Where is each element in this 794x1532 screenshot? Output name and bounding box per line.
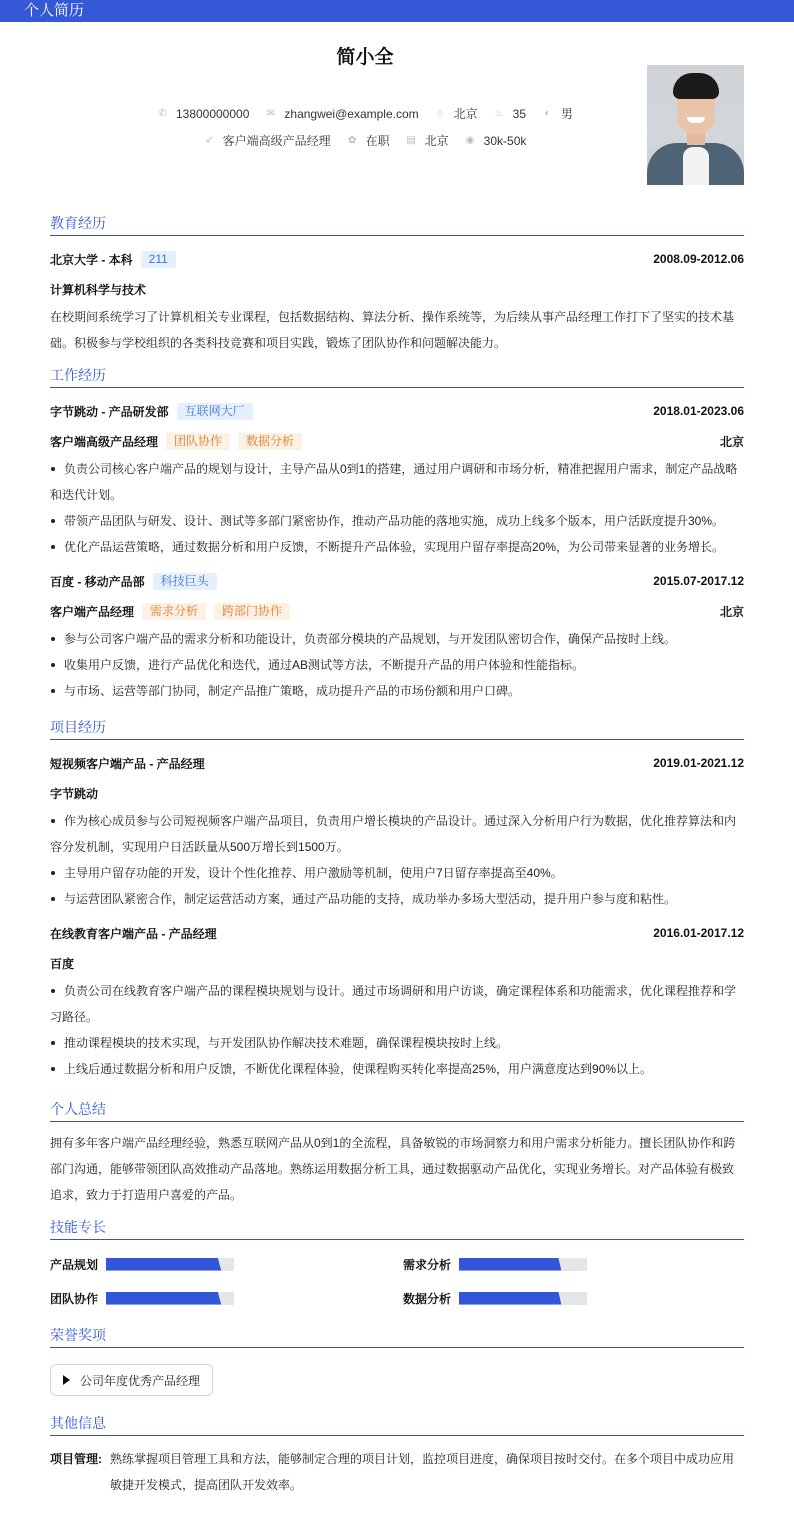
age-text: 35	[512, 106, 527, 121]
skill-bar	[106, 1258, 234, 1271]
info-email	[265, 107, 418, 121]
project-bullets	[50, 808, 744, 912]
project-header	[50, 754, 744, 772]
info-age	[494, 107, 526, 121]
education-entry-header	[50, 250, 744, 268]
city-text: 北京	[424, 134, 449, 148]
summary-section	[50, 1100, 744, 1208]
skill-bar	[459, 1258, 587, 1271]
resume-page	[0, 22, 794, 1518]
app-title: 个人简历	[24, 2, 85, 19]
work-entry	[50, 572, 744, 704]
project-name: 在线教育客户端产品 - 产品经理	[50, 926, 217, 941]
skill-item	[403, 1288, 756, 1308]
work-location: 北京	[719, 434, 744, 449]
info-position	[204, 132, 331, 149]
bullet-item: 优化产品运营策略，通过数据分析和用户反馈，不断提升产品体验，实现用户留存率提高20%，为公司带来显著的业务增长。	[50, 534, 744, 560]
work-date: 2015.07-2017.12	[653, 574, 744, 588]
bullet-item: 参与公司客户端产品的需求分析和功能设计，负责部分模块的产品规划，与开发团队密切合作，确保产品按时上线。	[50, 626, 744, 652]
section-title-education: 教育经历	[50, 214, 744, 236]
project-company: 百度	[50, 956, 75, 971]
bullet-item: 带领产品团队与研发、设计、测试等多部门紧密协作，推动产品功能的落地实施，成功上线多个版本，用户活跃度提升30%。	[50, 508, 744, 534]
candidate-name: 简小全	[336, 47, 394, 68]
project-company: 字节跳动	[50, 786, 99, 801]
work-date: 2018.01-2023.06	[653, 404, 744, 418]
home-text: 北京	[453, 107, 478, 121]
project-header	[50, 924, 744, 942]
home-icon: ⌂	[437, 108, 444, 119]
work-bullets	[50, 456, 744, 560]
work-location: 北京	[719, 604, 744, 619]
education-date: 2008.09-2012.06	[653, 252, 744, 266]
info-status	[347, 132, 390, 149]
top-bar	[0, 0, 794, 22]
profile-photo	[647, 65, 744, 185]
section-title-summary: 个人总结	[50, 1100, 744, 1122]
project-name: 短视频客户端产品 - 产品经理	[50, 756, 205, 771]
skill-label: 数据分析	[403, 1291, 452, 1306]
phone-icon: ✆	[158, 108, 167, 119]
work-bullets	[50, 626, 744, 704]
award-label: 公司年度优秀产品经理	[80, 1373, 201, 1388]
section-title-skills: 技能专长	[50, 1218, 744, 1240]
work-entry-header	[50, 402, 744, 420]
bullet-item: 主导用户留存功能的开发，设计个性化推荐、用户激励等机制，使用户7日留存率提高至40%。	[50, 860, 744, 886]
work-section	[50, 366, 744, 704]
skill-bar-fill	[106, 1258, 221, 1271]
skill-item	[403, 1254, 756, 1274]
info-salary	[465, 134, 527, 148]
section-title-projects: 项目经历	[50, 718, 744, 740]
resume-header	[50, 22, 744, 192]
bullet-item: 作为核心成员参与公司短视频客户端产品项目，负责用户增长模块的产品设计。通过深入分析用户行为数据，优化推荐算法和内容分发机制，实现用户日活跃量从500万增长到1500万。	[50, 808, 744, 860]
project-entry	[50, 754, 744, 912]
company-name: 字节跳动 - 产品研发部	[50, 404, 169, 419]
role-title: 客户端高级产品经理	[50, 434, 159, 449]
mail-icon: ✉	[266, 108, 276, 119]
info-gender	[542, 105, 573, 122]
send-icon: ➶	[204, 135, 214, 146]
project-company-row	[50, 784, 744, 802]
section-title-work: 工作经历	[50, 366, 744, 388]
cake-icon: ♨	[494, 108, 504, 119]
skill-label: 产品规划	[50, 1257, 99, 1272]
projects-section	[50, 718, 744, 1082]
skill-item	[50, 1288, 403, 1308]
bullet-item: 负责公司在线教育客户端产品的课程模块规划与设计。通过市场调研和用户访谈，确定课程体系和功能需求，优化课程推荐和学习路径。	[50, 978, 744, 1030]
info-home	[435, 105, 478, 122]
project-date: 2019.01-2021.12	[653, 756, 744, 770]
skill-bar-fill	[106, 1292, 221, 1305]
bullet-item: 上线后通过数据分析和用户反馈，不断优化课程体验，使课程购买转化率提高25%，用户满意度达到90%以上。	[50, 1056, 744, 1082]
company-tag: 科技巨头	[153, 573, 217, 590]
other-item	[50, 1446, 744, 1498]
position-text: 客户端高级产品经理	[222, 134, 331, 148]
role-tag: 跨部门协作	[214, 603, 290, 620]
skill-bar-fill	[459, 1258, 561, 1271]
info-phone	[157, 107, 249, 121]
education-major-row	[50, 280, 744, 298]
skill-label: 团队协作	[50, 1291, 99, 1306]
contact-info-row	[50, 105, 680, 122]
company-name: 百度 - 移动产品部	[50, 574, 145, 589]
bullet-item: 与市场、运营等部门协同，制定产品推广策略，成功提升产品的市场份额和用户口碑。	[50, 678, 744, 704]
skill-bar	[459, 1292, 587, 1305]
status-icon: ✿	[347, 135, 357, 146]
skill-item	[50, 1254, 403, 1274]
bullet-item: 与运营团队紧密合作，制定运营活动方案，通过产品功能的支持，成功举办多场大型活动，提升用户参与度和粘性。	[50, 886, 744, 912]
job-info-row	[50, 132, 680, 149]
gender-icon: ◐	[544, 108, 551, 119]
award-item[interactable]	[50, 1364, 213, 1396]
skill-bar-fill	[459, 1292, 561, 1305]
other-text: 熟练掌握项目管理工具和方法，能够制定合理的项目计划，监控项目进度，确保项目按时交付。在多个项目中成功应用敏捷开发模式，提高团队开发效率。	[110, 1452, 735, 1492]
summary-text: 拥有多年客户端产品经理经验，熟悉互联网产品从0到1的全流程，具备敏锐的市场洞察力和用户需求分析能力。擅长团队协作和跨部门沟通，能够带领团队高效推动产品落地。熟练运用数据分析工具，通过数据驱动产品优化，实现业务增长。对产品体验有极致追求，致力于打造用户喜爱的产品。	[50, 1136, 736, 1202]
school-tag: 211	[141, 251, 176, 268]
project-company-row	[50, 954, 744, 972]
other-label: 项目管理:	[50, 1452, 102, 1466]
bullet-item: 负责公司核心客户端产品的规划与设计，主导产品从0到1的搭建，通过用户调研和市场分析，精准把握用户需求，制定产品战略和迭代计划。	[50, 456, 744, 508]
school-name: 北京大学 - 本科	[50, 252, 133, 267]
section-title-other: 其他信息	[50, 1414, 744, 1436]
caret-right-icon	[63, 1375, 70, 1385]
role-tag: 需求分析	[142, 603, 206, 620]
other-section	[50, 1414, 744, 1498]
work-entry-header	[50, 572, 744, 590]
phone-text: 13800000000	[175, 106, 250, 121]
awards-section	[50, 1326, 744, 1414]
gender-text: 男	[561, 107, 574, 121]
salary-text: 30k-50k	[483, 133, 527, 148]
skill-bar	[106, 1292, 234, 1305]
work-role-row	[50, 602, 744, 620]
bullet-item: 推动课程模块的技术实现，与开发团队协作解决技术难题，确保课程模块按时上线。	[50, 1030, 744, 1056]
work-role-row	[50, 432, 744, 450]
skills-section	[50, 1218, 744, 1308]
info-city	[406, 132, 449, 149]
email-text: zhangwei@example.com	[284, 106, 419, 121]
work-entry	[50, 402, 744, 560]
project-bullets	[50, 978, 744, 1082]
education-description: 在校期间系统学习了计算机相关专业课程，包括数据结构、算法分析、操作系统等，为后续从事产品经理工作打下了坚实的技术基础。积极参与学校组织的各类科技竞赛和项目实践，锻炼了团队协作和问题解决能力。	[50, 310, 735, 350]
skills-grid	[50, 1254, 744, 1308]
major: 计算机科学与技术	[50, 282, 147, 297]
section-title-awards: 荣誉奖项	[50, 1326, 744, 1348]
role-tag: 团队协作	[166, 433, 230, 450]
project-entry	[50, 924, 744, 1082]
building-icon: ▤	[406, 135, 416, 146]
project-date: 2016.01-2017.12	[653, 926, 744, 940]
company-tag: 互联网大厂	[177, 403, 253, 420]
status-text: 在职	[365, 134, 390, 148]
education-section	[50, 214, 744, 356]
skill-label: 需求分析	[403, 1257, 452, 1272]
salary-icon: ◉	[465, 135, 475, 146]
role-tag: 数据分析	[238, 433, 302, 450]
role-title: 客户端产品经理	[50, 604, 135, 619]
bullet-item: 收集用户反馈，进行产品优化和迭代，通过AB测试等方法，不断提升产品的用户体验和性能指标。	[50, 652, 744, 678]
